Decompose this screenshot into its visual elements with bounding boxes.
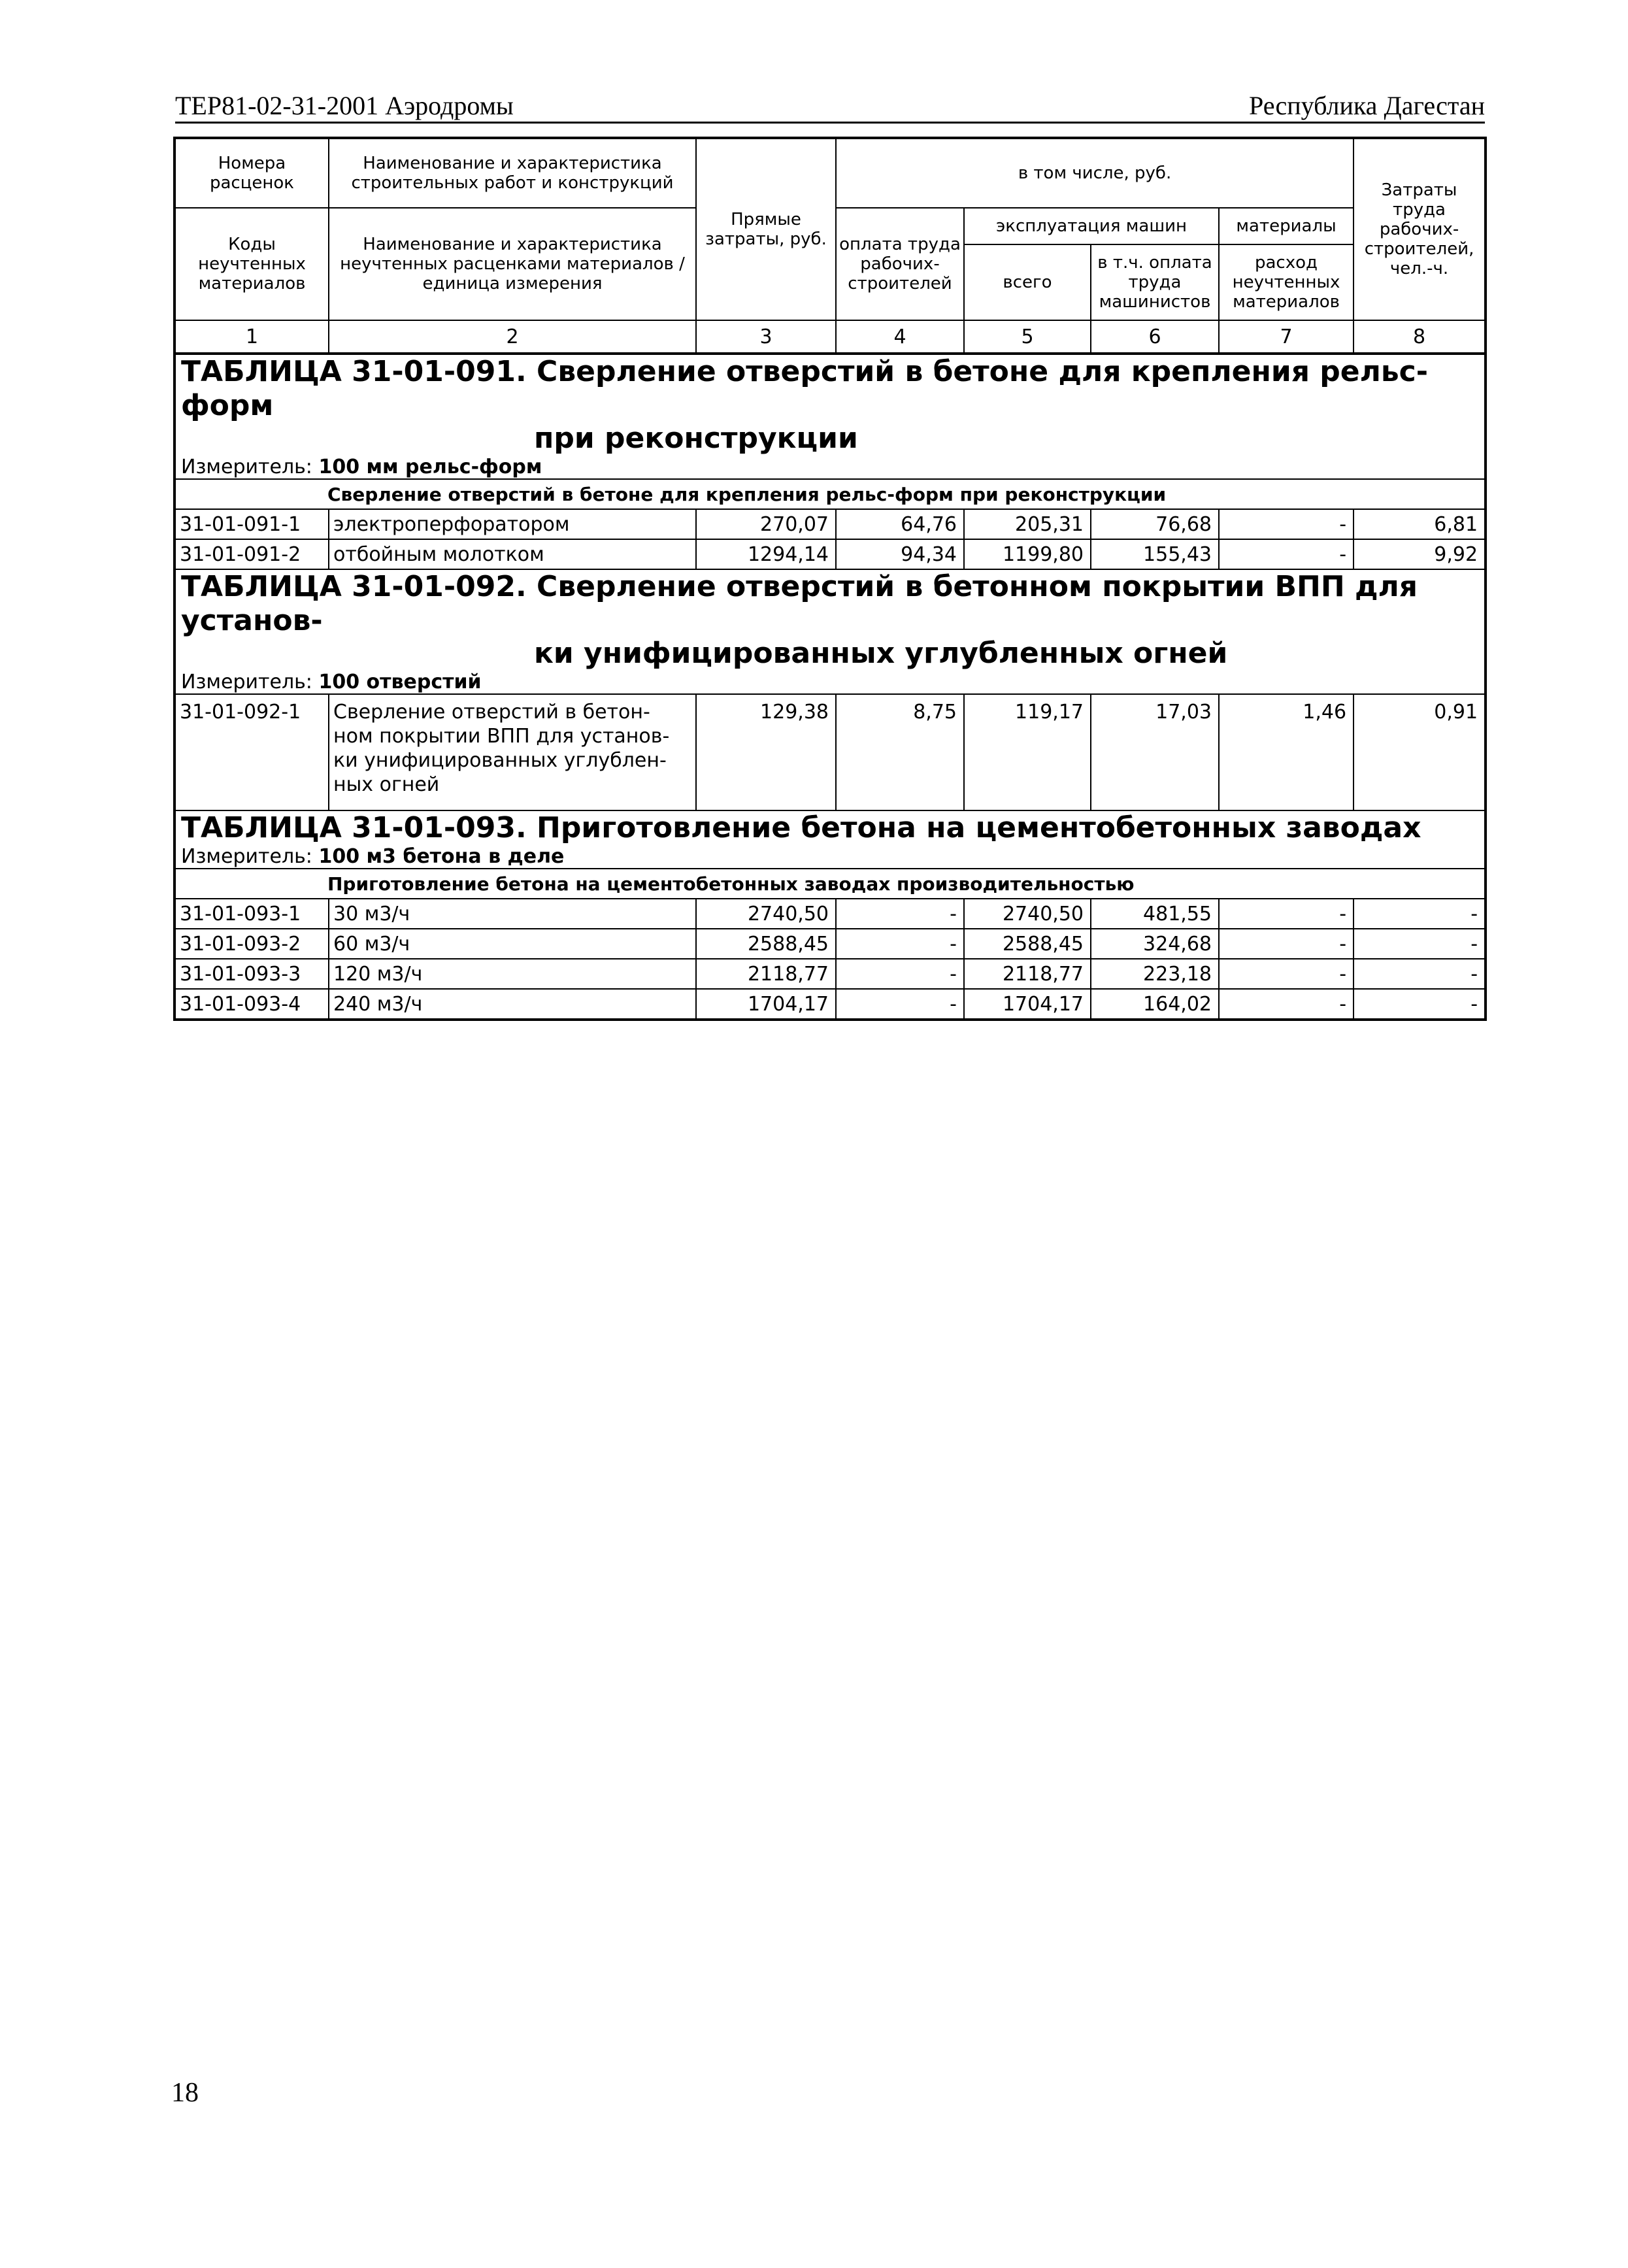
operator-pay: 223,18 bbox=[1091, 959, 1219, 989]
worker-pay: 8,75 bbox=[836, 694, 964, 810]
direct-costs: 129,38 bbox=[696, 694, 836, 810]
machines-total: 119,17 bbox=[964, 694, 1091, 810]
page-number: 18 bbox=[171, 2078, 199, 2108]
column-numbers-row bbox=[174, 320, 1486, 354]
materials: - bbox=[1219, 539, 1354, 569]
group-row bbox=[174, 869, 1486, 899]
measure bbox=[174, 671, 1486, 694]
operator-pay: 76,68 bbox=[1091, 509, 1219, 539]
header-rule bbox=[175, 122, 1485, 124]
measure-value: 100 отверстий bbox=[318, 671, 482, 693]
document-code: ТЕР81-02-31-2001 Аэродромы bbox=[175, 91, 514, 120]
column-number: 8 bbox=[1354, 320, 1486, 354]
direct-costs: 2588,45 bbox=[696, 929, 836, 959]
materials: - bbox=[1219, 959, 1354, 989]
rate-code: 31-01-093-4 bbox=[174, 989, 329, 1020]
operator-pay: 155,43 bbox=[1091, 539, 1219, 569]
worker-pay: - bbox=[836, 989, 964, 1020]
table-row bbox=[174, 509, 1486, 539]
worker-pay: - bbox=[836, 959, 964, 989]
rate-code: 31-01-093-3 bbox=[174, 959, 329, 989]
table-row bbox=[174, 989, 1486, 1020]
column-number: 7 bbox=[1219, 320, 1354, 354]
measure-row bbox=[174, 845, 1486, 869]
header-labor-costs: Затраты труда рабочих-строителей, чел.-ч. bbox=[1354, 138, 1486, 320]
operator-pay: 164,02 bbox=[1091, 989, 1219, 1020]
machines-total: 2118,77 bbox=[964, 959, 1091, 989]
labor-costs: - bbox=[1354, 989, 1486, 1020]
measure bbox=[174, 456, 1486, 479]
table-title-row bbox=[174, 354, 1486, 456]
work-name: электроперфоратором bbox=[329, 509, 696, 539]
header-materials: материалы bbox=[1219, 208, 1354, 244]
labor-costs: 0,91 bbox=[1354, 694, 1486, 810]
table-title-line2: ки унифицированных углубленных огней bbox=[534, 637, 1228, 670]
header-material-codes: Коды неучтенных материалов bbox=[174, 208, 329, 320]
table-label: ТАБЛИЦА 31-01-093. bbox=[181, 811, 527, 844]
table-title-row bbox=[174, 810, 1486, 845]
machines-total: 2588,45 bbox=[964, 929, 1091, 959]
header-worker-pay: оплата труда рабочих-строителей bbox=[836, 208, 964, 320]
table-row bbox=[174, 959, 1486, 989]
measure-value: 100 м3 бетона в деле bbox=[318, 845, 565, 868]
column-number: 3 bbox=[696, 320, 836, 354]
work-name: 120 м3/ч bbox=[329, 959, 696, 989]
table-row bbox=[174, 899, 1486, 929]
materials: - bbox=[1219, 899, 1354, 929]
column-number: 6 bbox=[1091, 320, 1219, 354]
header-row-1 bbox=[174, 138, 1486, 208]
direct-costs: 270,07 bbox=[696, 509, 836, 539]
machines-total: 1199,80 bbox=[964, 539, 1091, 569]
column-number: 1 bbox=[174, 320, 329, 354]
machines-total: 2740,50 bbox=[964, 899, 1091, 929]
measure-label: Измеритель: bbox=[181, 456, 312, 478]
header-material-name: Наименование и характеристика неучтенных расценками материалов / единица измерения bbox=[329, 208, 696, 320]
operator-pay: 481,55 bbox=[1091, 899, 1219, 929]
table-title-line1: Сверление отверстий в бетонном покрытии ВПП для установ- bbox=[181, 570, 1418, 637]
table-row bbox=[174, 539, 1486, 569]
header-machines-total: всего bbox=[964, 244, 1091, 320]
table-title bbox=[174, 569, 1486, 671]
group-row bbox=[174, 479, 1486, 509]
materials: - bbox=[1219, 929, 1354, 959]
measure bbox=[174, 845, 1486, 869]
page-header bbox=[175, 85, 1485, 124]
work-name: Сверление отверстий в бетон- ном покрытии ВПП для установ- ки унифицированных углублен- ных огней bbox=[329, 694, 696, 810]
materials: - bbox=[1219, 989, 1354, 1020]
group-title: Приготовление бетона на цементобетонных заводах производительностью bbox=[174, 869, 1486, 899]
table-title bbox=[174, 354, 1486, 456]
table-label: ТАБЛИЦА 31-01-091. bbox=[181, 355, 527, 388]
work-name: 240 м3/ч bbox=[329, 989, 696, 1020]
table-title bbox=[174, 810, 1486, 845]
measure-value: 100 мм рельс-форм bbox=[318, 456, 542, 478]
table-title-line1: Сверление отверстий в бетоне для крепления рельс-форм bbox=[181, 355, 1429, 422]
rate-code: 31-01-091-1 bbox=[174, 509, 329, 539]
rates-table bbox=[173, 137, 1487, 1021]
worker-pay: 64,76 bbox=[836, 509, 964, 539]
worker-pay: 94,34 bbox=[836, 539, 964, 569]
work-name: 30 м3/ч bbox=[329, 899, 696, 929]
worker-pay: - bbox=[836, 899, 964, 929]
labor-costs: - bbox=[1354, 959, 1486, 989]
measure-row bbox=[174, 671, 1486, 694]
labor-costs: - bbox=[1354, 899, 1486, 929]
column-number: 2 bbox=[329, 320, 696, 354]
header-operator-pay: в т.ч. оплата труда машинистов bbox=[1091, 244, 1219, 320]
machines-total: 205,31 bbox=[964, 509, 1091, 539]
labor-costs: - bbox=[1354, 929, 1486, 959]
table-row bbox=[174, 929, 1486, 959]
header-work-name: Наименование и характеристика строительных работ и конструкций bbox=[329, 138, 696, 208]
labor-costs: 6,81 bbox=[1354, 509, 1486, 539]
header-unaccounted-materials: расход неучтенных материалов bbox=[1219, 244, 1354, 320]
direct-costs: 2118,77 bbox=[696, 959, 836, 989]
measure-label: Измеритель: bbox=[181, 845, 312, 868]
measure-label: Измеритель: bbox=[181, 671, 312, 693]
operator-pay: 17,03 bbox=[1091, 694, 1219, 810]
column-number: 4 bbox=[836, 320, 964, 354]
direct-costs: 2740,50 bbox=[696, 899, 836, 929]
direct-costs: 1704,17 bbox=[696, 989, 836, 1020]
worker-pay: - bbox=[836, 929, 964, 959]
materials: - bbox=[1219, 509, 1354, 539]
rate-code: 31-01-093-1 bbox=[174, 899, 329, 929]
labor-costs: 9,92 bbox=[1354, 539, 1486, 569]
region-name: Республика Дагестан bbox=[1249, 91, 1485, 120]
work-name: 60 м3/ч bbox=[329, 929, 696, 959]
column-number: 5 bbox=[964, 320, 1091, 354]
direct-costs: 1294,14 bbox=[696, 539, 836, 569]
table-label: ТАБЛИЦА 31-01-092. bbox=[181, 570, 527, 603]
table-title-row bbox=[174, 569, 1486, 671]
rate-code: 31-01-093-2 bbox=[174, 929, 329, 959]
materials: 1,46 bbox=[1219, 694, 1354, 810]
machines-total: 1704,17 bbox=[964, 989, 1091, 1020]
header-machine-operation: эксплуатация машин bbox=[964, 208, 1219, 244]
header-rate-numbers: Номера расценок bbox=[174, 138, 329, 208]
work-name: отбойным молотком bbox=[329, 539, 696, 569]
table-row bbox=[174, 694, 1486, 810]
group-title: Сверление отверстий в бетоне для крепления рельс-форм при реконструкции bbox=[174, 479, 1486, 509]
header-including: в том числе, руб. bbox=[836, 138, 1354, 208]
header-direct-costs: Прямые затраты, руб. bbox=[696, 138, 836, 320]
operator-pay: 324,68 bbox=[1091, 929, 1219, 959]
rate-code: 31-01-092-1 bbox=[174, 694, 329, 810]
table-title-line2: при реконструкции bbox=[534, 422, 858, 455]
table-title-line1: Приготовление бетона на цементобетонных заводах bbox=[537, 811, 1421, 844]
measure-row bbox=[174, 456, 1486, 479]
rate-code: 31-01-091-2 bbox=[174, 539, 329, 569]
